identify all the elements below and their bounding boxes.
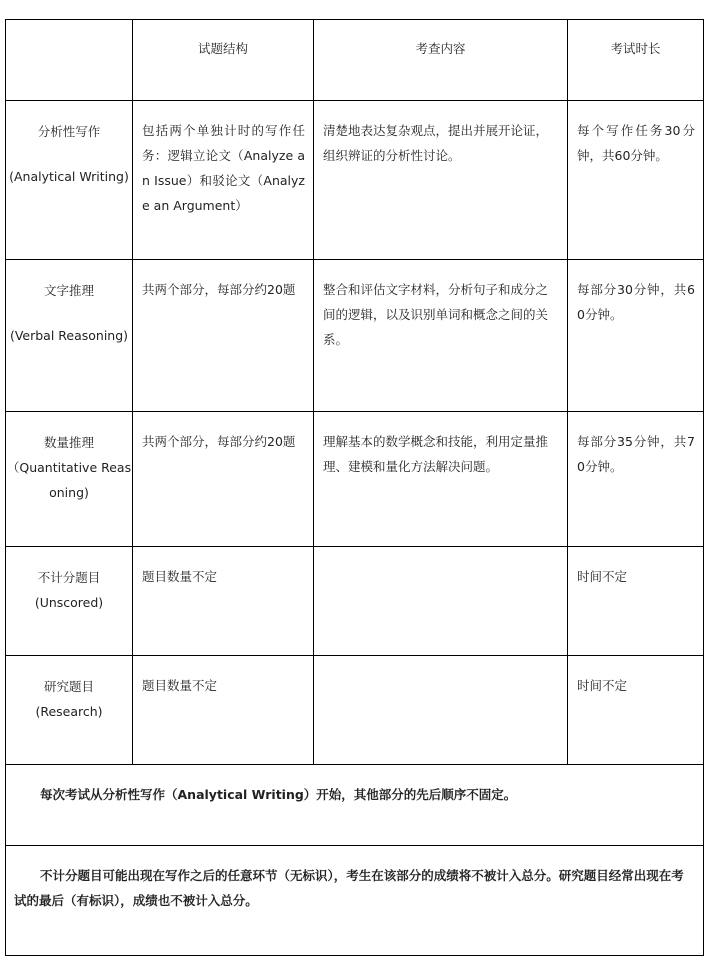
structure-cell: 包括两个单独计时的写作任务：逻辑立论文（Analyze an Issue）和驳论文（Analyze an Argument） (133, 101, 314, 260)
section-name-cell (6, 656, 133, 765)
section-name-en: （Quantitative Reasoning) (6, 460, 132, 500)
section-name-cell (6, 412, 133, 547)
table-row (6, 412, 704, 547)
section-name-cell (6, 260, 133, 412)
table-row (6, 547, 704, 656)
note-scoring: 不计分题目可能出现在写作之后的任意环节（无标识），考生在该部分的成绩将不被计入总分。研究题目经常出现在考试的最后（有标识），成绩也不被计入总分。 (6, 846, 704, 956)
section-name-en: (Unscored) (34, 595, 104, 610)
table-row (6, 260, 704, 412)
section-name-cell (6, 547, 133, 656)
section-name-en: (Analytical Writing) (9, 169, 129, 184)
content-cell: 整合和评估文字材料，分析句子和成分之间的逻辑，以及识别单词和概念之间的关系。 (314, 260, 568, 412)
duration-cell: 每部分30分钟，共60分钟。 (568, 260, 704, 412)
section-name-zh: 分析性写作 (37, 124, 101, 139)
duration-cell: 每部分35分钟，共70分钟。 (568, 412, 704, 547)
table-row (6, 101, 704, 260)
section-name-zh: 文字推理 (43, 283, 94, 298)
duration-cell: 时间不定 (568, 547, 704, 656)
structure-cell: 共两个部分，每部分约20题 (133, 260, 314, 412)
duration-cell: 时间不定 (568, 656, 704, 765)
structure-cell: 共两个部分，每部分约20题 (133, 412, 314, 547)
section-name-zh: 研究题目 (43, 679, 94, 694)
section-name-cell (6, 101, 133, 260)
header-cell-content: 考查内容 (314, 20, 568, 101)
header-cell-blank (6, 20, 133, 101)
section-name-en: (Verbal Reasoning) (9, 328, 129, 343)
section-name-zh: 不计分题目 (37, 570, 101, 585)
header-row (6, 20, 704, 101)
section-name-en: (Research) (35, 704, 103, 719)
section-name-zh: 数量推理 (43, 435, 94, 450)
structure-cell: 题目数量不定 (133, 656, 314, 765)
gre-structure-table (5, 19, 704, 956)
note-order: 每次考试从分析性写作（Analytical Writing）开始，其他部分的先后顺序不固定。 (6, 765, 704, 846)
note-row (6, 765, 704, 846)
duration-cell: 每个写作任务30分钟，共60分钟。 (568, 101, 704, 260)
structure-cell: 题目数量不定 (133, 547, 314, 656)
content-cell (314, 656, 568, 765)
content-cell (314, 547, 568, 656)
content-cell: 理解基本的数学概念和技能，利用定量推理、建模和量化方法解决问题。 (314, 412, 568, 547)
note-row (6, 846, 704, 956)
content-cell: 清楚地表达复杂观点，提出并展开论证，组织辨证的分析性讨论。 (314, 101, 568, 260)
header-cell-structure: 试题结构 (133, 20, 314, 101)
header-cell-duration: 考试时长 (568, 20, 704, 101)
table-row (6, 656, 704, 765)
